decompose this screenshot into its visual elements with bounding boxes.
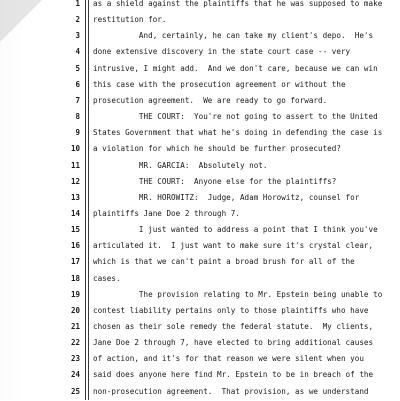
line-number: 14 — [70, 208, 80, 218]
line-number: 6 — [75, 79, 80, 89]
line-text: prosecution agreement. We are ready to go forward. — [93, 95, 328, 105]
line-text: articulated it. I just want to make sure it's crystal clear, — [93, 241, 374, 251]
line-text: as a shield against the plaintiffs that he was supposed to make — [93, 0, 383, 8]
line-text: non-prosecution agreement. That provision, as we understand — [93, 386, 369, 396]
line-text: contest liability pertains only to those plaintiffs who have — [93, 305, 369, 315]
line-number: 1 — [75, 0, 80, 8]
line-number: 16 — [70, 241, 80, 251]
line-number: 3 — [75, 31, 80, 41]
line-text: plaintiffs Jane Doe 2 through 7. — [93, 208, 240, 218]
line-number: 23 — [70, 354, 80, 364]
line-number: 17 — [70, 257, 80, 267]
line-text: done extensive discovery in the state court case -- very — [93, 47, 351, 57]
line-number: 8 — [75, 112, 80, 122]
line-text: of action, and it's for that reason we were silent when you — [93, 354, 364, 364]
line-text: THE COURT: Anyone else for the plaintiffs? — [93, 176, 337, 186]
line-text: And, certainly, he can take my client's depo. He's — [93, 31, 374, 41]
line-number: 18 — [70, 273, 80, 283]
line-number: 2 — [75, 15, 80, 25]
line-text: a violation for which he should be further prosecuted? — [93, 144, 341, 154]
line-number: 10 — [70, 144, 80, 154]
line-text: THE COURT: You're not going to assert to the United — [93, 112, 378, 122]
line-number: 21 — [70, 322, 80, 331]
line-text: this case with the prosecution agreement or without the — [93, 79, 346, 89]
line-text: The provision relating to Mr. Epstein being unable to — [93, 289, 383, 299]
line-number: 22 — [70, 338, 80, 348]
line-number: 15 — [70, 225, 80, 235]
line-text: Jane Doe 2 through 7, have elected to bring additional causes — [93, 338, 374, 348]
line-number: 5 — [75, 63, 80, 73]
line-text: which is that we can't paint a broad brush for all of the — [93, 257, 355, 267]
line-number: 20 — [70, 305, 80, 315]
line-number: 7 — [75, 95, 80, 105]
line-text: restitution for. — [93, 15, 167, 25]
line-number: 19 — [70, 289, 80, 299]
line-number: 4 — [75, 47, 80, 57]
line-number: 12 — [70, 176, 80, 186]
line-number: 11 — [70, 160, 80, 170]
line-text: States Government that what he's doing in defending the case is — [93, 128, 383, 138]
line-number: 13 — [70, 192, 80, 202]
line-text: cases. — [93, 273, 121, 283]
line-text: I just wanted to address a point that I think you've — [93, 225, 378, 235]
line-number: 9 — [75, 128, 80, 138]
line-number: 24 — [70, 370, 80, 380]
line-text: said does anyone here find Mr. Epstein to be in breach of the — [93, 370, 374, 380]
line-text: chosen as their sole remedy the federal statute. My clients, — [93, 322, 374, 331]
transcript-line — [0, 383, 400, 401]
line-text: intrusive, I might add. And we don't care, because we can win — [93, 63, 378, 73]
line-number: 25 — [70, 386, 80, 396]
line-text: MR. HOROWITZ: Judge, Adam Horowitz, counsel for — [93, 192, 360, 202]
line-text: MR. GARCIA: Absolutely not. — [93, 160, 268, 170]
